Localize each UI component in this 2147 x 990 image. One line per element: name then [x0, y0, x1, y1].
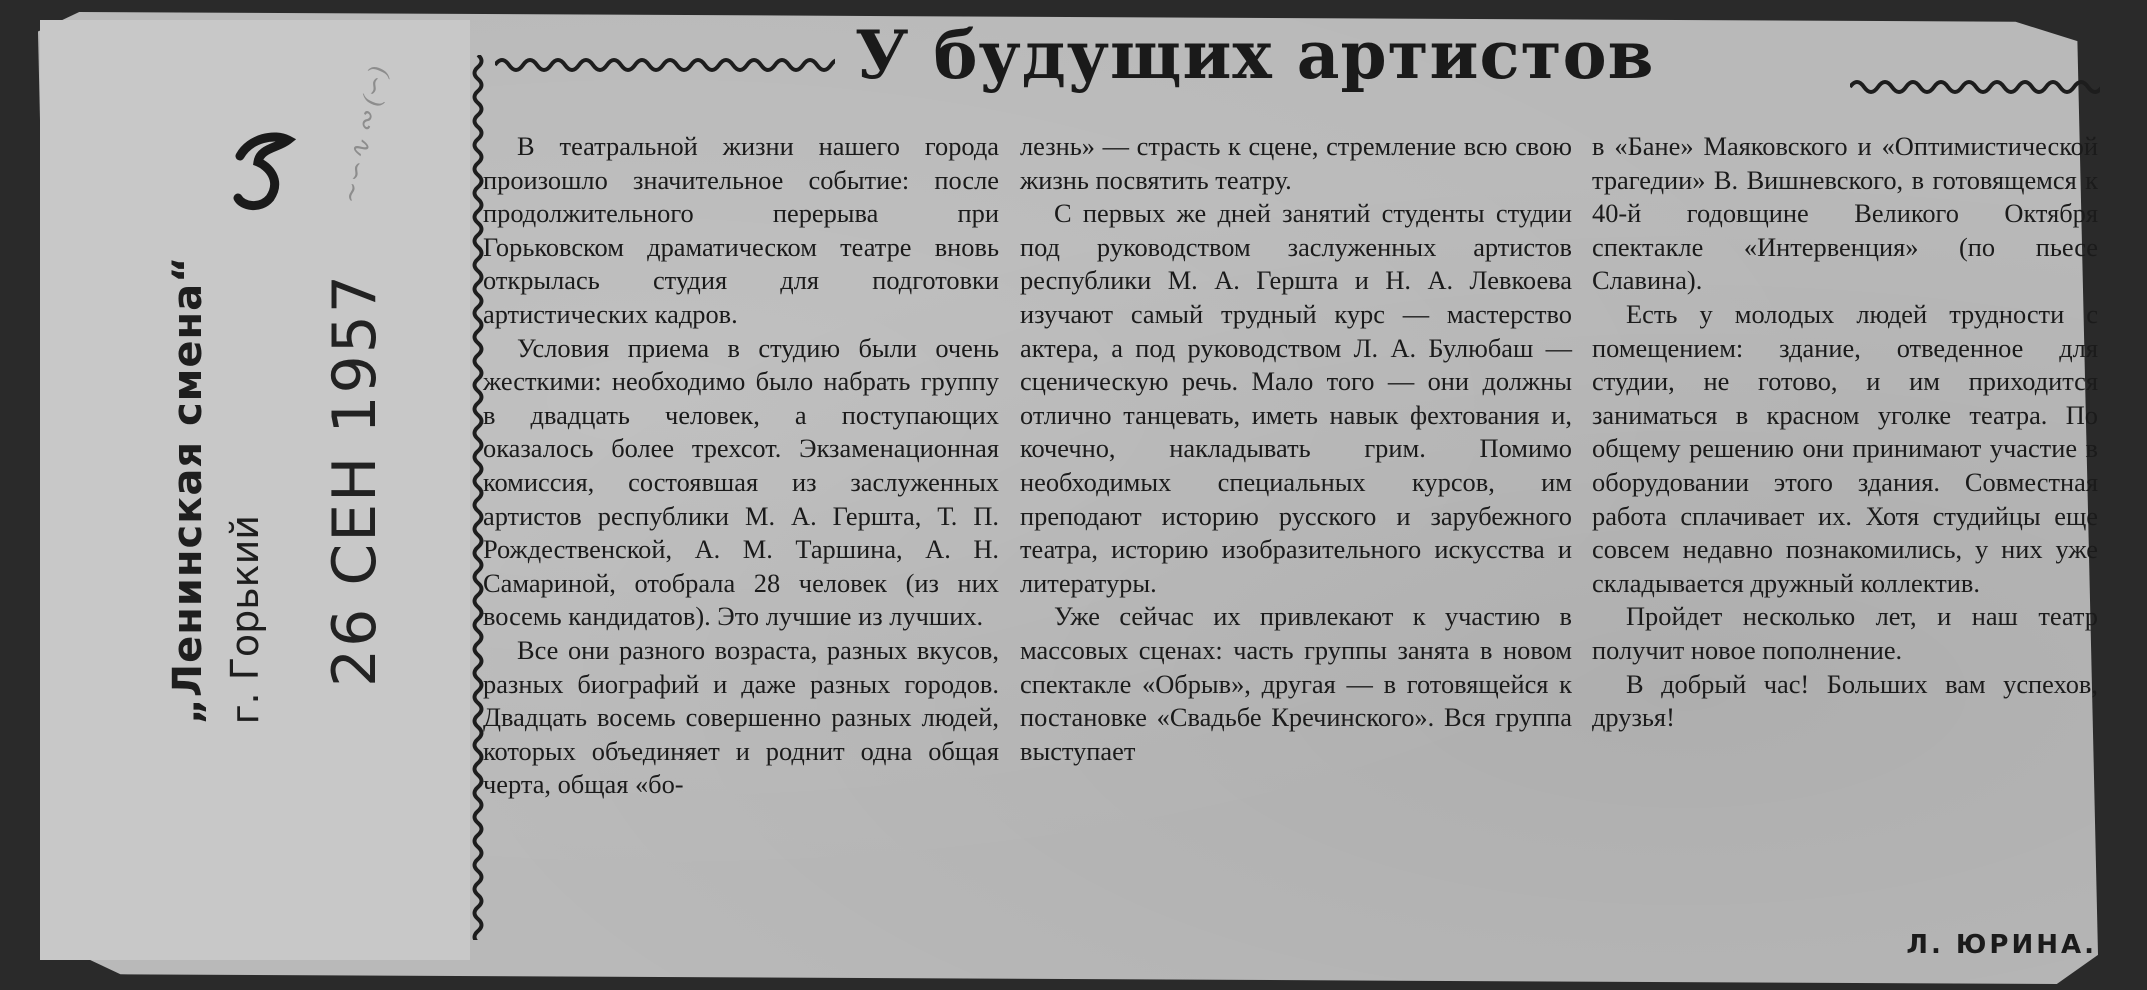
newspaper-name: „Ленинская смена“ [165, 255, 211, 725]
stamp-text [165, 255, 267, 725]
paragraph: Пройдет несколько лет, и наш театр получит новое пополнение. [1592, 601, 2098, 665]
article-column-3 [1592, 130, 2098, 950]
paragraph: В добрый час! Больших вам успехов, друзья! [1592, 668, 2098, 733]
paragraph: Есть у молодых людей трудности с помещением: здание, отведенное для студии, не готово, и им приходится заниматься в красном уголке театра. По общему решению они принимают участие в оборудовании этого здания. Совместная работа сплачивает их. Хотя студийцы еще совсем недавно познакомились, у них уже складывается дружный коллектив. [1592, 298, 2098, 598]
article-column-2 [1020, 130, 1572, 950]
paragraph: в «Бане» Маяковского и «Оптимистической трагедии» В. Вишневского, в готовящемся к 40-й годовщине Великого Октября спектакле «Интервенция» (по пьесе Славина). [1592, 131, 2098, 296]
article-column-1 [483, 130, 999, 950]
author-signature: Л. ЮРИНА. [1906, 930, 2097, 960]
paragraph: Уже сейчас их привлекают к участию в массовых сценах: часть группы занята в новом спектакле «Обрыв», другая — в готовящейся к постановке «Свадьбе Кречинского». Вся группа выступает [1020, 601, 1572, 766]
stamp-date-wrap [320, 273, 390, 687]
title-ornament-right [1850, 72, 2100, 102]
paragraph: Условия приема в студию были очень жесткими: необходимо было набрать группу в двадцать человек, а поступающих оказалось более трехсот. Экзаменационная комиссия, состоявшая из заслуженных артистов республики М. А. Гершта, Т. П. Рождественской, А. М. Таршина, А. Н. Самариной, отобрала 28 человек (из них восемь кандидатов). Это лучшие из лучших. [483, 332, 999, 632]
stamp-date: 26 СЕН 1957 [320, 272, 390, 688]
title-ornament-left [495, 50, 835, 80]
paragraph: лезнь» — страсть к сцене, стремление всю свою жизнь посвятить театру. [1020, 131, 1572, 195]
paragraph: В театральной жизни нашего города произошло значительное событие: после продолжительного перерыва при Горьковском драматическом театре вновь открылась студия для подготовки артистических кадров. [483, 131, 999, 329]
article-title: У будущих артистов [855, 16, 1655, 94]
paragraph: Все они разного возраста, разных вкусов, разных биографий и даже разных городов. Двадцать восемь совершенно разных людей, которых объединяет и роднит одна общая черта, общая «бо- [483, 634, 999, 800]
newspaper-city: г. Горький [223, 515, 267, 725]
pencil-annotation: ∼∽∿ ∾ (∽) [335, 63, 393, 207]
paragraph: С первых же дней занятий студенты студии под руководством заслуженных артистов республики М. А. Гершта и Н. А. Левкоева изучают самый трудный курс — мастерство актера, а под руководством Л. А. Булюбаш — сценическую речь. Мало того — они должны отлично танцевать, иметь навык фехтования и, кочечно, накладывать грим. Помимо необходимых специальных курсов, им преподают историю русского и зарубежного театра, историю изобразительного искусства и литературы. [1020, 198, 1572, 598]
handwritten-mark-icon [230, 128, 300, 218]
